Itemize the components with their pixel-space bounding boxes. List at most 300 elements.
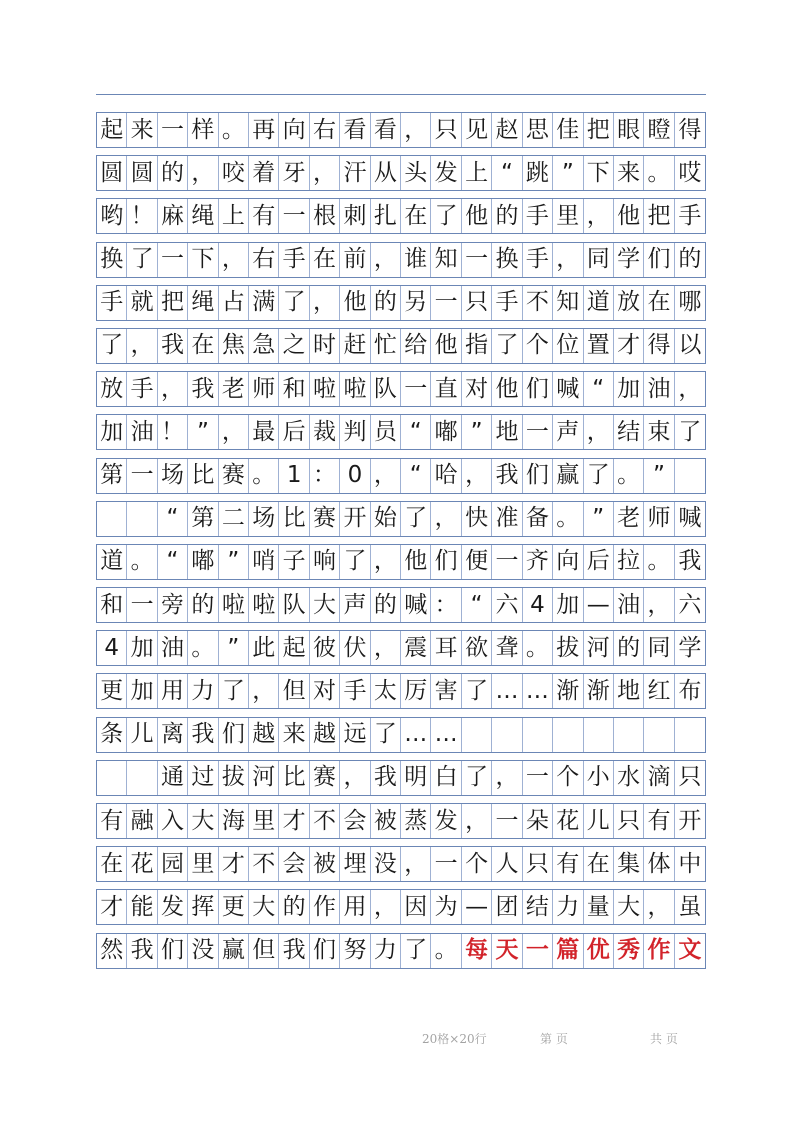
grid-row xyxy=(96,587,706,623)
grid-cell: 明 xyxy=(401,761,431,795)
grid-cell: … xyxy=(401,718,431,752)
page-footer xyxy=(422,1030,706,1046)
grid-cell: 结 xyxy=(614,415,644,449)
grid-cell: 了 xyxy=(371,718,401,752)
grid-cell: 赛 xyxy=(310,502,340,536)
grid-cell: 一 xyxy=(431,847,461,881)
grid-cell: 我 xyxy=(158,329,188,363)
grid-cell: 响 xyxy=(310,545,340,579)
grid-row xyxy=(96,501,706,537)
grid-cell: 忙 xyxy=(371,329,401,363)
grid-cell: 判 xyxy=(340,415,370,449)
grid-cell: 师 xyxy=(644,502,674,536)
grid-cell: 里 xyxy=(188,847,218,881)
grid-cell: 园 xyxy=(158,847,188,881)
grid-cell: 我 xyxy=(371,761,401,795)
grid-cell: 他 xyxy=(431,329,461,363)
grid-cell: 他 xyxy=(401,545,431,579)
grid-cell: 哟 xyxy=(97,199,127,233)
grid-cell: 里 xyxy=(553,199,583,233)
grid-cell: … xyxy=(492,674,522,708)
grid-cell: 加 xyxy=(553,588,583,622)
grid-cell: 手 xyxy=(678,202,702,229)
grid-cell: 小 xyxy=(584,761,614,795)
grid-cell: 油 xyxy=(158,631,188,665)
grid-cell: 绳 xyxy=(188,286,218,320)
grid-cell: 手 xyxy=(523,243,553,277)
grid-cell: 和 xyxy=(279,372,309,406)
grid-cell: 把 xyxy=(158,286,188,320)
grid-cell: 他 xyxy=(614,199,644,233)
grid-cell: 。 xyxy=(188,631,218,665)
grid-cell: 一 xyxy=(158,113,188,147)
grid-cell: 啦 xyxy=(340,372,370,406)
grid-cell: 不 xyxy=(523,286,553,320)
grid-cell: 欲 xyxy=(462,631,492,665)
grid-cell: 。 xyxy=(431,934,461,968)
grid-cell: 一 xyxy=(492,804,522,838)
grid-cell: 上 xyxy=(219,199,249,233)
grid-cell: 大 xyxy=(614,890,644,924)
grid-cell: 声 xyxy=(340,588,370,622)
grid-cell: 知 xyxy=(431,243,461,277)
grid-cell: ， xyxy=(249,674,279,708)
grid-cell: 有 xyxy=(644,804,674,838)
grid-cell: 离 xyxy=(158,718,188,752)
writing-grid xyxy=(96,112,706,976)
grid-cell: 加 xyxy=(127,674,157,708)
grid-cell: 上 xyxy=(462,156,492,190)
grid-cell: 更 xyxy=(97,674,127,708)
grid-cell: 被 xyxy=(310,847,340,881)
grid-row xyxy=(96,371,706,407)
grid-row xyxy=(96,458,706,494)
grid-cell: 1 xyxy=(279,459,309,493)
grid-cell: 作 xyxy=(310,890,340,924)
grid-cell: 向 xyxy=(279,113,309,147)
grid-cell: 急 xyxy=(249,329,279,363)
grid-cell: 油 xyxy=(127,415,157,449)
grid-cell: 给 xyxy=(401,329,431,363)
grid-cell: 时 xyxy=(310,329,340,363)
grid-cell: 厉 xyxy=(401,674,431,708)
grid-cell: 把 xyxy=(584,113,614,147)
grid-cell: 啦 xyxy=(219,588,249,622)
grid-cell: 聋 xyxy=(492,631,522,665)
grid-cell: ， xyxy=(371,243,401,277)
grid-cell: 震 xyxy=(401,631,431,665)
grid-cell: 手 xyxy=(523,199,553,233)
grid-cell: 从 xyxy=(371,156,401,190)
grid-cell: 越 xyxy=(249,718,279,752)
grid-cell: “ xyxy=(158,545,188,579)
grid-cell: 哈 xyxy=(431,459,461,493)
grid-cell: 着 xyxy=(249,156,279,190)
grid-cell: ， xyxy=(431,502,461,536)
grid-cell: 我 xyxy=(678,548,702,575)
grid-cell: 们 xyxy=(158,934,188,968)
grid-cell: 手 xyxy=(97,286,127,320)
grid-size-label: 20格×20行 xyxy=(422,1032,487,1046)
grid-cell: 一 xyxy=(523,415,553,449)
grid-cell: 下 xyxy=(584,156,614,190)
grid-cell: 力 xyxy=(553,890,583,924)
grid-cell: 。 xyxy=(127,545,157,579)
grid-cell: 了 xyxy=(401,502,431,536)
grid-cell: ， xyxy=(219,243,249,277)
grid-cell: 的 xyxy=(371,588,401,622)
grid-cell: 耳 xyxy=(431,631,461,665)
grid-cell: 起 xyxy=(279,631,309,665)
grid-cell: 学 xyxy=(678,634,702,661)
grid-cell: 努 xyxy=(340,934,370,968)
grid-cell: 埋 xyxy=(340,847,370,881)
grid-cell: 啦 xyxy=(310,372,340,406)
grid-cell: 队 xyxy=(371,372,401,406)
grid-cell: 渐 xyxy=(584,674,614,708)
grid-cell: 们 xyxy=(523,459,553,493)
watermark-cell: 文 xyxy=(678,937,702,964)
grid-cell: 学 xyxy=(614,243,644,277)
grid-cell: ， xyxy=(401,847,431,881)
grid-cell: … xyxy=(523,674,553,708)
grid-cell: 他 xyxy=(462,199,492,233)
grid-cell: 放 xyxy=(97,372,127,406)
grid-cell: 在 xyxy=(310,243,340,277)
grid-cell: 牙 xyxy=(279,156,309,190)
grid-cell: 海 xyxy=(219,804,249,838)
grid-row xyxy=(96,198,706,234)
grid-cell: 我 xyxy=(279,934,309,968)
grid-cell: 了 xyxy=(219,674,249,708)
grid-row xyxy=(96,630,706,666)
grid-cell: ， xyxy=(310,286,340,320)
grid-row xyxy=(96,933,706,969)
grid-cell: ， xyxy=(371,545,401,579)
grid-cell: 会 xyxy=(340,804,370,838)
grid-cell: ” xyxy=(462,415,492,449)
grid-cell: 儿 xyxy=(584,804,614,838)
grid-cell: 换 xyxy=(492,243,522,277)
grid-cell: 齐 xyxy=(523,545,553,579)
grid-cell: 发 xyxy=(431,156,461,190)
grid-cell: 拔 xyxy=(553,631,583,665)
grid-row xyxy=(96,285,706,321)
grid-cell: 他 xyxy=(340,286,370,320)
grid-cell: ， xyxy=(371,459,401,493)
grid-cell: 不 xyxy=(249,847,279,881)
grid-cell: 有 xyxy=(249,199,279,233)
grid-cell: 哪 xyxy=(678,289,702,316)
grid-cell: ， xyxy=(584,415,614,449)
grid-cell: 师 xyxy=(249,372,279,406)
grid-cell: 起 xyxy=(97,113,127,147)
grid-cell: 渐 xyxy=(553,674,583,708)
grid-cell: 大 xyxy=(310,588,340,622)
grid-cell: 喊 xyxy=(553,372,583,406)
grid-row xyxy=(96,328,706,364)
grid-cell: “ xyxy=(401,415,431,449)
grid-cell: 下 xyxy=(188,243,218,277)
grid-cell: 们 xyxy=(310,934,340,968)
grid-cell: 咬 xyxy=(219,156,249,190)
grid-cell: 喊 xyxy=(678,505,702,532)
grid-cell: ， xyxy=(644,588,674,622)
grid-cell: 了 xyxy=(401,934,431,968)
grid-cell: 比 xyxy=(279,502,309,536)
grid-cell: 用 xyxy=(340,890,370,924)
grid-cell: ” xyxy=(188,415,218,449)
grid-cell: 们 xyxy=(431,545,461,579)
grid-cell: 的 xyxy=(279,890,309,924)
grid-cell: 力 xyxy=(188,674,218,708)
grid-cell: 只 xyxy=(523,847,553,881)
grid-cell: 的 xyxy=(158,156,188,190)
grid-cell xyxy=(127,761,157,795)
grid-cell: “ xyxy=(158,502,188,536)
grid-cell: ： xyxy=(310,459,340,493)
grid-cell: 儿 xyxy=(127,718,157,752)
grid-cell: 赢 xyxy=(553,459,583,493)
grid-cell: 始 xyxy=(371,502,401,536)
grid-cell: 手 xyxy=(279,243,309,277)
grid-cell: 换 xyxy=(97,243,127,277)
grid-cell: 的 xyxy=(492,199,522,233)
grid-cell: 红 xyxy=(644,674,674,708)
grid-cell: 然 xyxy=(97,934,127,968)
grid-cell: 知 xyxy=(553,286,583,320)
page-number-label: 第 页 xyxy=(540,1032,568,1046)
grid-cell: 为 xyxy=(431,890,461,924)
grid-cell: ， xyxy=(678,375,702,402)
grid-cell xyxy=(644,718,674,752)
grid-cell: 用 xyxy=(158,674,188,708)
grid-cell: 但 xyxy=(249,934,279,968)
grid-cell: ！ xyxy=(127,199,157,233)
grid-cell: 员 xyxy=(371,415,401,449)
grid-row xyxy=(96,155,706,191)
grid-cell: ， xyxy=(219,415,249,449)
grid-cell: 一 xyxy=(492,545,522,579)
grid-cell: 有 xyxy=(97,804,127,838)
grid-cell: ， xyxy=(310,156,340,190)
grid-cell: 同 xyxy=(644,631,674,665)
grid-cell: 们 xyxy=(644,243,674,277)
grid-cell: 一 xyxy=(127,588,157,622)
grid-cell: 束 xyxy=(644,415,674,449)
grid-cell: 瞪 xyxy=(644,113,674,147)
grid-cell: … xyxy=(431,718,461,752)
watermark-cell: 秀 xyxy=(614,934,644,968)
grid-cell: 得 xyxy=(678,116,702,143)
grid-cell: 4 xyxy=(523,588,553,622)
grid-cell: 嘟 xyxy=(431,415,461,449)
watermark-cell: 每 xyxy=(462,934,492,968)
grid-cell xyxy=(614,718,644,752)
grid-cell: 了 xyxy=(462,761,492,795)
grid-cell: 置 xyxy=(584,329,614,363)
grid-cell: 了 xyxy=(462,674,492,708)
grid-cell: 里 xyxy=(249,804,279,838)
grid-cell: 挥 xyxy=(188,890,218,924)
grid-cell: 看 xyxy=(340,113,370,147)
grid-cell: 条 xyxy=(97,718,127,752)
grid-cell: 绳 xyxy=(188,199,218,233)
grid-cell: 准 xyxy=(492,502,522,536)
grid-cell: 啦 xyxy=(249,588,279,622)
grid-cell: 同 xyxy=(584,243,614,277)
grid-cell: 大 xyxy=(249,890,279,924)
grid-cell: 。 xyxy=(644,156,674,190)
grid-cell: 旁 xyxy=(158,588,188,622)
grid-row xyxy=(96,717,706,753)
grid-cell: 伏 xyxy=(340,631,370,665)
grid-cell: 赵 xyxy=(492,113,522,147)
grid-cell xyxy=(675,459,705,493)
grid-cell: 油 xyxy=(644,372,674,406)
grid-row xyxy=(96,544,706,580)
grid-cell: 才 xyxy=(97,890,127,924)
grid-cell: 不 xyxy=(310,804,340,838)
grid-cell: 。 xyxy=(553,502,583,536)
grid-cell: 此 xyxy=(249,631,279,665)
grid-cell: 加 xyxy=(127,631,157,665)
grid-cell: 麻 xyxy=(158,199,188,233)
grid-cell: 在 xyxy=(401,199,431,233)
grid-cell: 佳 xyxy=(553,113,583,147)
grid-cell: ， xyxy=(371,890,401,924)
grid-cell: 们 xyxy=(523,372,553,406)
grid-cell: 另 xyxy=(401,286,431,320)
grid-cell: 在 xyxy=(188,329,218,363)
grid-cell xyxy=(97,502,127,536)
grid-cell: 我 xyxy=(127,934,157,968)
grid-cell: 队 xyxy=(279,588,309,622)
grid-row xyxy=(96,803,706,839)
grid-cell: 太 xyxy=(371,674,401,708)
grid-cell: 后 xyxy=(279,415,309,449)
grid-cell: 对 xyxy=(310,674,340,708)
grid-cell: 汗 xyxy=(340,156,370,190)
grid-row xyxy=(96,760,706,796)
grid-cell: 把 xyxy=(644,199,674,233)
grid-cell: 被 xyxy=(371,804,401,838)
grid-cell: 加 xyxy=(97,415,127,449)
grid-cell: “ xyxy=(584,372,614,406)
grid-cell: 了 xyxy=(127,243,157,277)
grid-cell: 的 xyxy=(188,588,218,622)
grid-cell: 哨 xyxy=(249,545,279,579)
watermark-cell: 作 xyxy=(644,934,674,968)
grid-cell: 。 xyxy=(614,459,644,493)
grid-cell: 一 xyxy=(462,243,492,277)
grid-cell xyxy=(523,718,553,752)
grid-cell: 了 xyxy=(492,329,522,363)
grid-cell xyxy=(675,718,705,752)
grid-cell: 扎 xyxy=(371,199,401,233)
grid-cell: 手 xyxy=(492,286,522,320)
grid-cell: 手 xyxy=(127,372,157,406)
grid-cell: 哎 xyxy=(678,159,702,186)
grid-cell: 老 xyxy=(614,502,644,536)
grid-cell: 他 xyxy=(492,372,522,406)
grid-cell: 大 xyxy=(188,804,218,838)
grid-cell: 能 xyxy=(127,890,157,924)
grid-cell: 以 xyxy=(678,332,702,359)
grid-cell: 了 xyxy=(340,545,370,579)
grid-cell: “ xyxy=(462,588,492,622)
grid-cell: 得 xyxy=(644,329,674,363)
grid-cell: 在 xyxy=(97,847,127,881)
grid-cell: 才 xyxy=(279,804,309,838)
watermark-cell: 天 xyxy=(492,934,522,968)
grid-cell: 在 xyxy=(644,286,674,320)
grid-cell: ” xyxy=(219,631,249,665)
grid-cell: 没 xyxy=(371,847,401,881)
grid-cell: 右 xyxy=(310,113,340,147)
grid-cell: 头 xyxy=(401,156,431,190)
grid-cell: — xyxy=(584,588,614,622)
grid-cell: 害 xyxy=(431,674,461,708)
grid-cell: 看 xyxy=(371,113,401,147)
grid-cell: 开 xyxy=(678,807,702,834)
grid-cell: ， xyxy=(401,113,431,147)
grid-cell: ， xyxy=(127,329,157,363)
grid-cell: 有 xyxy=(553,847,583,881)
grid-cell xyxy=(127,502,157,536)
grid-cell: 入 xyxy=(158,804,188,838)
grid-cell: 了 xyxy=(584,459,614,493)
grid-cell: 来 xyxy=(279,718,309,752)
grid-cell: 一 xyxy=(279,199,309,233)
grid-cell: 赛 xyxy=(219,459,249,493)
grid-cell: 布 xyxy=(678,677,702,704)
grid-cell: ， xyxy=(584,199,614,233)
grid-cell: 通 xyxy=(158,761,188,795)
grid-cell: 融 xyxy=(127,804,157,838)
grid-cell: 因 xyxy=(401,890,431,924)
watermark-cell: 篇 xyxy=(553,934,583,968)
grid-cell: 一 xyxy=(401,372,431,406)
grid-cell: 才 xyxy=(219,847,249,881)
grid-cell: 就 xyxy=(127,286,157,320)
grid-cell: ， xyxy=(462,459,492,493)
grid-cell: 没 xyxy=(188,934,218,968)
grid-cell: ， xyxy=(462,804,492,838)
grid-cell: 六 xyxy=(678,591,702,618)
grid-cell: 指 xyxy=(462,329,492,363)
grid-cell: 满 xyxy=(249,286,279,320)
grid-cell: 在 xyxy=(584,847,614,881)
grid-cell: 我 xyxy=(188,372,218,406)
grid-cell: 滴 xyxy=(644,761,674,795)
grid-row xyxy=(96,242,706,278)
grid-cell: 前 xyxy=(340,243,370,277)
grid-cell: 眼 xyxy=(614,113,644,147)
grid-cell: ， xyxy=(492,761,522,795)
watermark-cell: 优 xyxy=(584,934,614,968)
grid-cell: 我 xyxy=(492,459,522,493)
grid-cell: 的 xyxy=(678,246,702,273)
grid-cell: 结 xyxy=(523,890,553,924)
grid-cell: 位 xyxy=(553,329,583,363)
grid-row xyxy=(96,414,706,450)
grid-cell: ， xyxy=(371,631,401,665)
grid-cell: 虽 xyxy=(678,893,702,920)
grid-cell: 量 xyxy=(584,890,614,924)
grid-cell: 了 xyxy=(431,199,461,233)
grid-cell: 的 xyxy=(371,286,401,320)
